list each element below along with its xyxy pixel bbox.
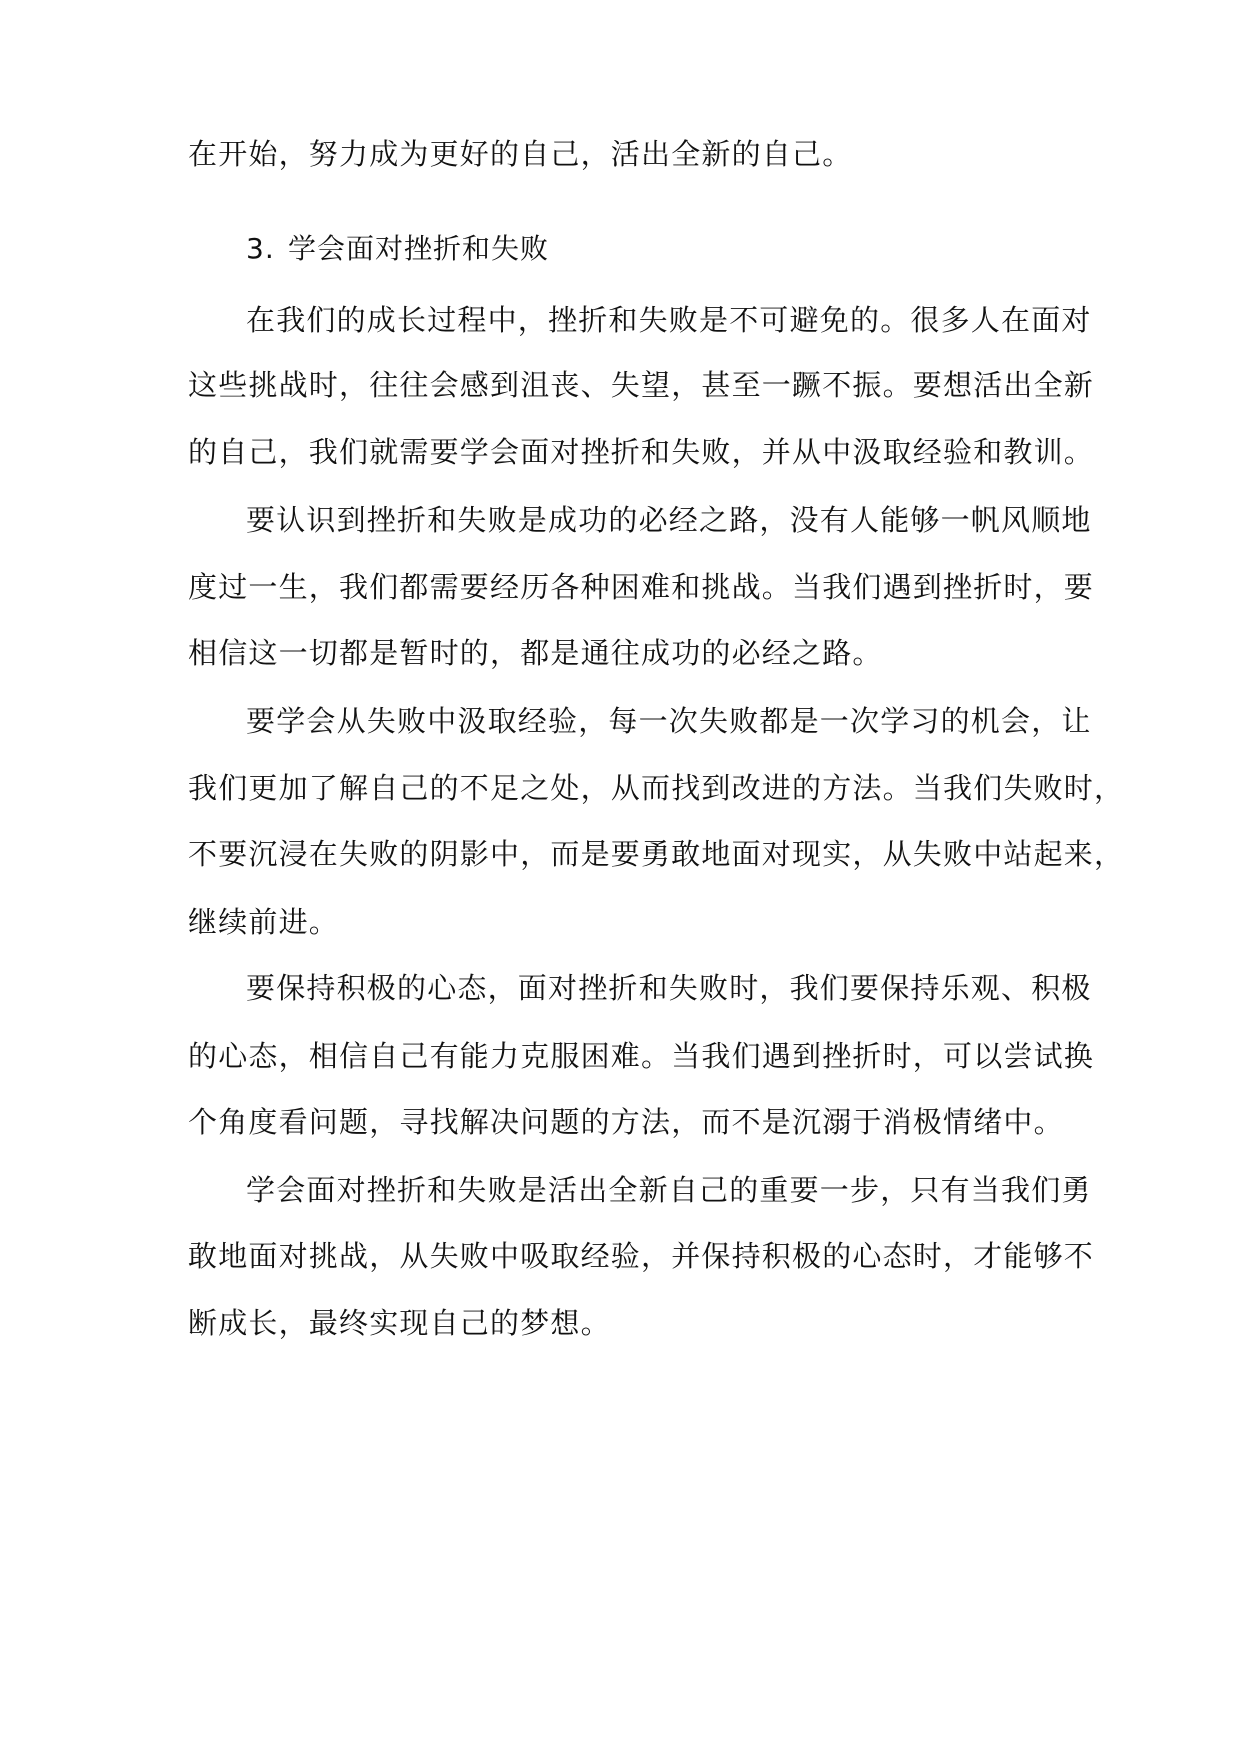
paragraph-5-line-3: 断成长，最终实现自己的梦想。 <box>188 1306 611 1340</box>
section-number: 3. <box>246 232 275 265</box>
paragraph-2-line-1: 要认识到挫折和失败是成功的必经之路，没有人能够一帆风顺地 <box>246 503 1092 537</box>
paragraph-1-line-3: 的自己，我们就需要学会面对挫折和失败，并从中汲取经验和教训。 <box>188 435 1095 469</box>
paragraph-3-line-1: 要学会从失败中汲取经验，每一次失败都是一次学习的机会，让 <box>246 704 1092 738</box>
section-heading <box>246 229 846 269</box>
opening-line: 在开始，努力成为更好的自己，活出全新的自己。 <box>188 137 853 171</box>
section-title: 学会面对挫折和失败 <box>288 232 550 265</box>
paragraph-5-line-2: 敢地面对挑战，从失败中吸取经验，并保持积极的心态时，才能够不 <box>188 1239 1095 1273</box>
paragraph-4-line-2: 的心态，相信自己有能力克服困难。当我们遇到挫折时，可以尝试换 <box>188 1039 1095 1073</box>
paragraph-2-line-3: 相信这一切都是暂时的，都是通往成功的必经之路。 <box>188 636 883 670</box>
paragraph-1-line-1: 在我们的成长过程中，挫折和失败是不可避免的。很多人在面对 <box>246 303 1092 337</box>
paragraph-4-line-3: 个角度看问题，寻找解决问题的方法，而不是沉溺于消极情绪中。 <box>188 1105 1064 1139</box>
paragraph-3-line-2: 我们更加了解自己的不足之处，从而找到改进的方法。当我们失败时， <box>188 771 1125 805</box>
paragraph-2-line-2: 度过一生，我们都需要经历各种困难和挑战。当我们遇到挫折时，要 <box>188 570 1095 604</box>
paragraph-4-line-1: 要保持积极的心态，面对挫折和失败时，我们要保持乐观、积极 <box>246 971 1092 1005</box>
paragraph-1-line-2: 这些挑战时，往往会感到沮丧、失望，甚至一蹶不振。要想活出全新 <box>188 368 1095 402</box>
paragraph-3-line-4: 继续前进。 <box>188 905 340 939</box>
paragraph-3-line-3: 不要沉浸在失败的阴影中，而是要勇敢地面对现实，从失败中站起来， <box>188 837 1125 871</box>
paragraph-5-line-1: 学会面对挫折和失败是活出全新自己的重要一步，只有当我们勇 <box>246 1173 1092 1207</box>
